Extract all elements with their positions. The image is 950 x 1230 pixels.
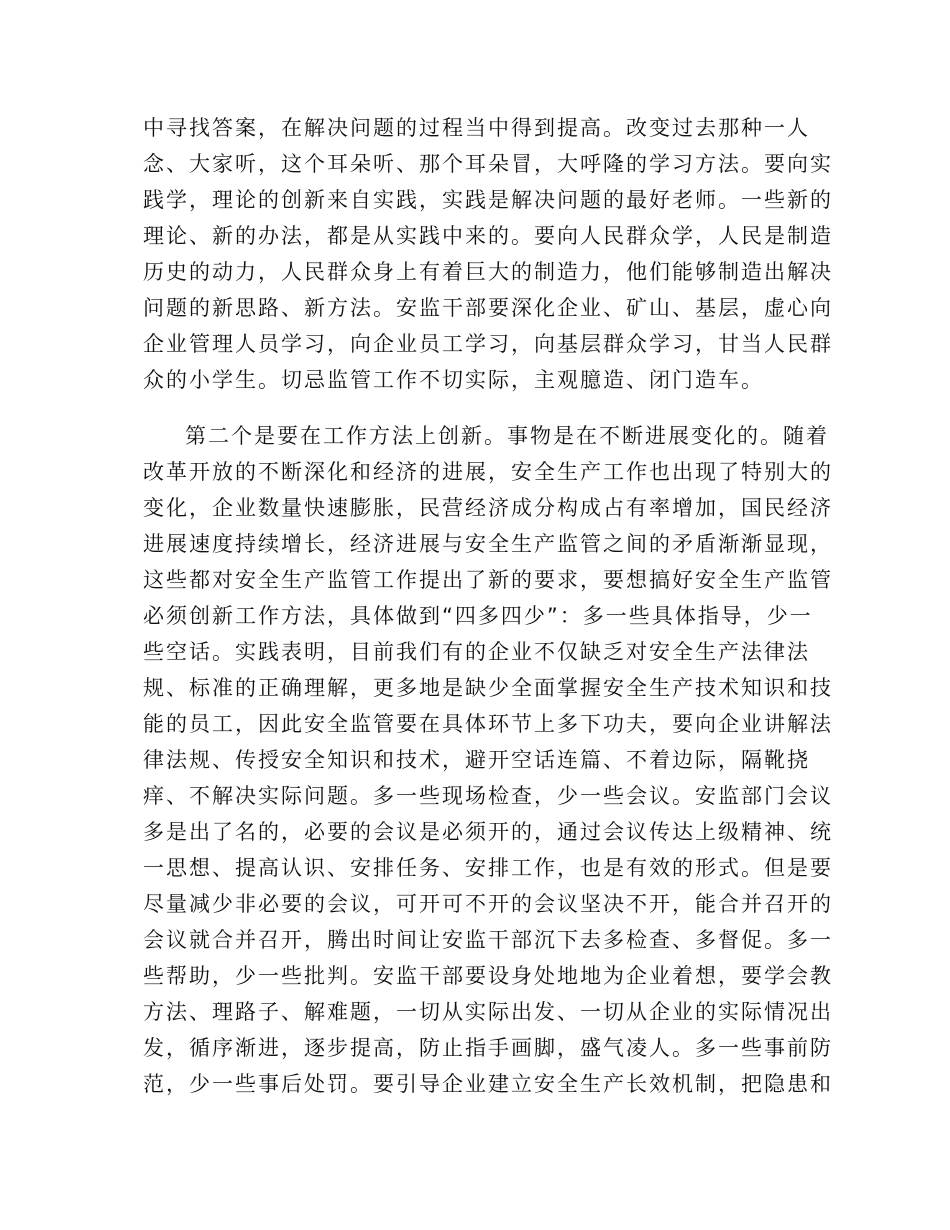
text-line: 必须创新工作方法，具体做到“四多四少”：多一些具体指导，少一 <box>143 604 813 628</box>
text-line: 尽量减少非必要的会议，可开可不开的会议坚决不开，能合并召开的 <box>143 892 833 916</box>
text-line: 多是出了名的，必要的会议是必须开的，通过会议传达上级精神、统 <box>143 820 833 844</box>
text-line: 践学，理论的创新来自实践，实践是解决问题的最好老师。一些新的 <box>143 188 833 212</box>
text-line: 问题的新思路、新方法。安监干部要深化企业、矿山、基层，虚心向 <box>143 296 833 320</box>
text-line: 众的小学生。切忌监管工作不切实际，主观臆造、闭门造车。 <box>143 368 764 392</box>
text-line: 进展速度持续增长，经济进展与安全生产监管之间的矛盾渐渐显现， <box>143 532 833 556</box>
text-line: 中寻找答案，在解决问题的过程当中得到提高。改变过去那种一人 <box>143 116 810 140</box>
text-line: 改革开放的不断深化和经济的进展，安全生产工作也出现了特别大的 <box>143 460 833 484</box>
text-line: 发，循序渐进，逐步提高，防止指手画脚，盛气凌人。多一些事前防 <box>143 1036 833 1060</box>
text-line: 规、标准的正确理解，更多地是缺少全面掌握安全生产技术知识和技 <box>143 676 833 700</box>
text-line: 一思想、提高认识、安排任务、安排工作，也是有效的形式。但是要 <box>143 856 833 880</box>
text-line: 律法规、传授安全知识和技术，避开空话连篇、不着边际，隔靴挠 <box>143 748 810 772</box>
text-line: 历史的动力，人民群众身上有着巨大的制造力，他们能够制造出解决 <box>143 260 833 284</box>
text-line: 会议就合并召开，腾出时间让安监干部沉下去多检查、多督促。多一 <box>143 928 833 952</box>
text-line: 些空话。实践表明，目前我们有的企业不仅缺乏对安全生产法律法 <box>143 640 810 664</box>
text-line: 第二个是要在工作方法上创新。事物是在不断进展变化的。随着 <box>185 424 829 448</box>
text-line: 些帮助，少一些批判。安监干部要设身处地地为企业着想，要学会教 <box>143 964 833 988</box>
text-line: 理论、新的办法，都是从实践中来的。要向人民群众学，人民是制造 <box>143 224 833 248</box>
text-line: 能的员工，因此安全监管要在具体环节上多下功夫，要向企业讲解法 <box>143 712 833 736</box>
text-line: 这些都对安全生产监管工作提出了新的要求，要想搞好安全生产监管 <box>143 568 833 592</box>
text-line: 方法、理路子、解难题，一切从实际出发、一切从企业的实际情况出 <box>143 1000 833 1024</box>
text-line: 念、大家听，这个耳朵听、那个耳朵冒，大呼隆的学习方法。要向实 <box>143 152 833 176</box>
text-line: 范，少一些事后处罚。要引导企业建立安全生产长效机制，把隐患和 <box>143 1072 833 1096</box>
text-line: 企业管理人员学习，向企业员工学习，向基层群众学习，甘当人民群 <box>143 332 833 356</box>
text-line: 痒、不解决实际问题。多一些现场检查，少一些会议。安监部门会议 <box>143 784 833 808</box>
text-line: 变化，企业数量快速膨胀，民营经济成分构成占有率增加，国民经济 <box>143 496 833 520</box>
